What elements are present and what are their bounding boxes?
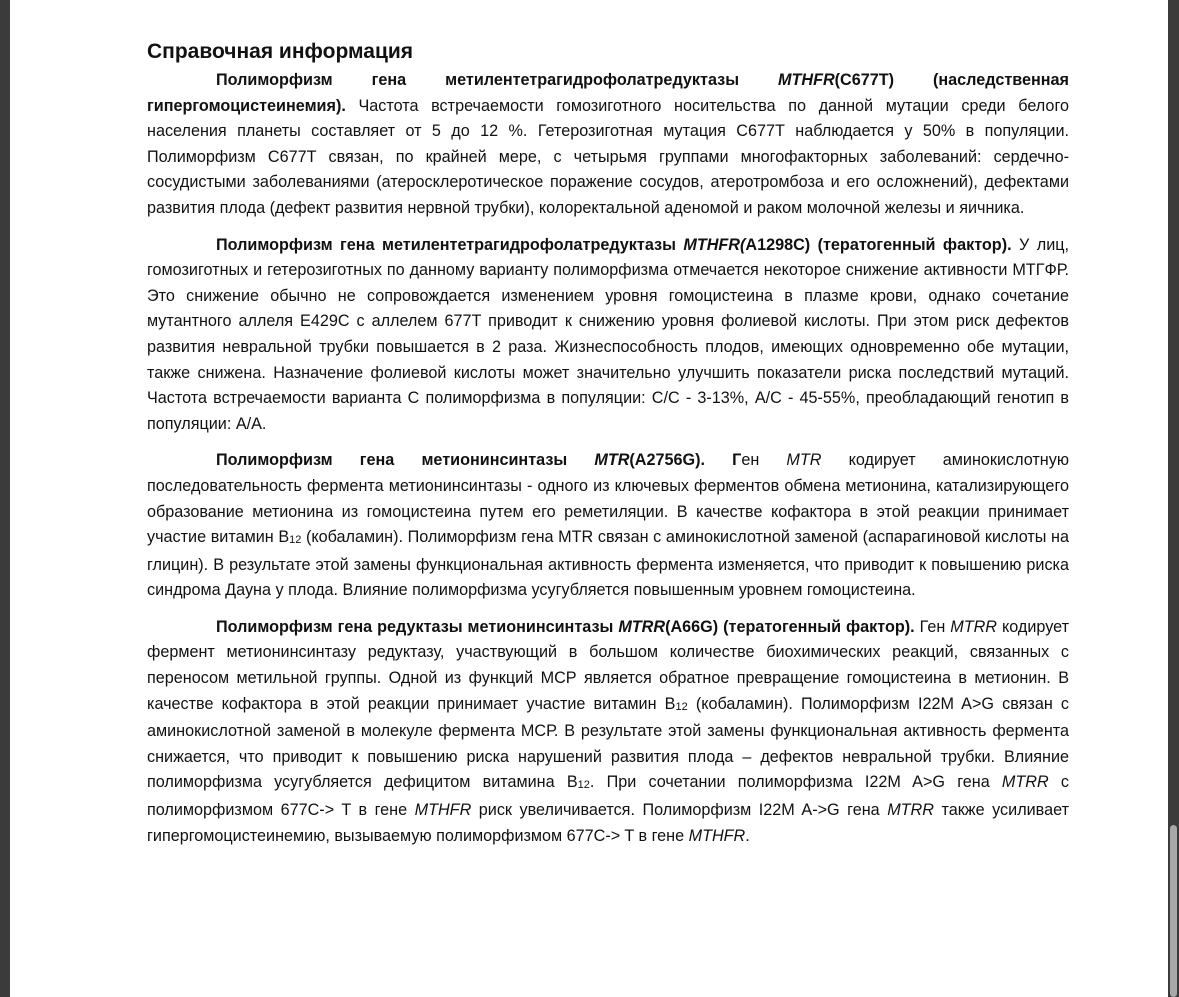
title-text: Полиморфизм гена редуктазы метионинсинтазы	[216, 617, 619, 636]
gene-name: MTRR	[950, 617, 998, 636]
paragraph-body: Ген	[914, 617, 951, 636]
title-text: (A66G) (тератогенный фактор).	[665, 617, 915, 636]
gene-name: MTR	[594, 451, 630, 470]
document-page	[10, 0, 1168, 997]
paragraph-body: ен	[741, 451, 787, 470]
scrollbar-thumb[interactable]	[1170, 825, 1177, 997]
title-text: Полиморфизм гена метилентетрагидрофолатредуктазы	[216, 235, 684, 254]
paragraph-body: риск увеличивается. Полиморфизм I22M A->G гена	[471, 801, 888, 820]
document-content	[147, 36, 1069, 860]
paragraph-title	[216, 618, 915, 636]
title-text: Полиморфизм гена метилентетрагидрофолатредуктазы	[216, 71, 779, 89]
paragraph-title	[216, 236, 1012, 254]
paragraph-title	[216, 451, 741, 469]
paragraph-body: Частота встречаемости гомозиготного носительства по данной мутации среди белого населения планеты составляет от 5 до 12 %. Гетерозиготная мутация С677Т наблюдается у 50% в популяции. Полиморфизм С677Т связан, по крайней мере, с четырьмя группами многофакторных заболеваний: сердечно-сосудистыми заболеваниями (атеросклеротическое поражение сосудов, атеротромбоза и его осложнений), дефектами развития плода (дефект развития нервной трубки), колоректальной аденомой и раком молочной железы и яичника.	[147, 96, 1069, 217]
section-heading: Справочная информация	[147, 40, 414, 63]
gene-name: MTHFR	[414, 801, 472, 820]
subscript: 12	[675, 700, 688, 713]
paragraph-body: также усиливает гипергомоцистеинемию, вызываемую полиморфизмом 677C-> T в гене	[147, 801, 1069, 845]
paragraph-body: с полиморфизмом 677C-> T в гене	[147, 773, 1069, 820]
gene-name: MTRR	[618, 617, 666, 636]
paragraph-body: (кобаламин). Полиморфизм гена MTR связан с аминокислотной заменой (аспарагиновой кислоты на глицин). В результате этой замены функциональная активность фермента изменяется, что приводит к повышению риска синдрома Дауна у плода. Влияние полиморфизма усугубляется повышенным уровнем гомоцистеина.	[147, 528, 1069, 600]
title-text: Полиморфизм гена метионинсинтазы	[216, 451, 595, 470]
subscript: 12	[289, 534, 302, 547]
scrollbar-track[interactable]	[1168, 0, 1179, 997]
gene-name: MTHFR(	[683, 235, 746, 254]
gene-name: MTRR	[887, 801, 934, 820]
title-text: A1298C) (тератогенный фактор).	[745, 235, 1012, 254]
paragraph-mtrr-a66g	[147, 615, 1069, 849]
paragraph-body: (кобаламин). Полиморфизм I22M A>G связан с аминокислотной заменой в молекуле фермента МСР. В результате этой замены функциональная активность фермента снижается, что приводит к повышению риска нарушений развития плода – дефектов невральной трубки. Влияние полиморфизма усугубляется дефицитом витамина В	[147, 694, 1069, 792]
gene-name: MTR	[786, 451, 822, 470]
paragraph-mthfr-a1298c	[147, 233, 1069, 438]
paragraph-body: .	[745, 826, 750, 845]
paragraph-body: . При сочетании полиморфизма I22M A>G гена	[589, 773, 1002, 792]
paragraph-body: У лиц, гомозиготных и гетерозиготных по данному варианту полиморфизма отмечается некоторое снижение активности МТГФР. Это снижение обычно не сопровождается изменением уровня гомоцистеина в плазме крови, однако сочетание мутантного аллеля E429C с аллелем 677T приводит к снижению уровня фолиевой кислоты. При этом риск дефектов развития невральной трубки повышается в 2 раза. Жизнеспособность плодов, имеющих одновременно обе мутации, также снижена. Назначение фолиевой кислоты может значительно улучшить показатели риска последствий мутаций. Частота встречаемости варианта С полиморфизма в популяции: С/С - 3-13%, А/С - 45-55%, преобладающий генотип в популяции: А/А.	[147, 235, 1070, 433]
title-text: (C677T) (наследственная гипергомоцистеинемия).	[147, 71, 1069, 115]
subscript: 12	[577, 779, 590, 792]
gene-name: MTHFR	[778, 71, 835, 89]
paragraph-mthfr-c677t	[147, 68, 1069, 222]
paragraph-body: кодирует фермент метионинсинтазу редуктазу, участвующий в большом количестве биохимических реакций, связанных с переносом метильной группы. Одной из функций МСР является обратное превращение гомоцистеина в метионин. В качестве кофактора в этой реакции принимает участие витамин В	[147, 617, 1070, 713]
title-text: (A2756G). Г	[629, 451, 742, 470]
gene-name: MTHFR	[688, 826, 746, 845]
paragraph-body: кодирует аминокислотную последовательность фермента метионинсинтазы - одного из ключевых ферментов обмена метионина, катализирующего образование метионина из гомоцистеина путем его реметиляции. В качестве кофактора в этой реакции принимает участие витамин В	[147, 451, 1069, 547]
gene-name: MTRR	[1001, 773, 1049, 792]
paragraph-mtr-a2756g	[147, 448, 1069, 604]
